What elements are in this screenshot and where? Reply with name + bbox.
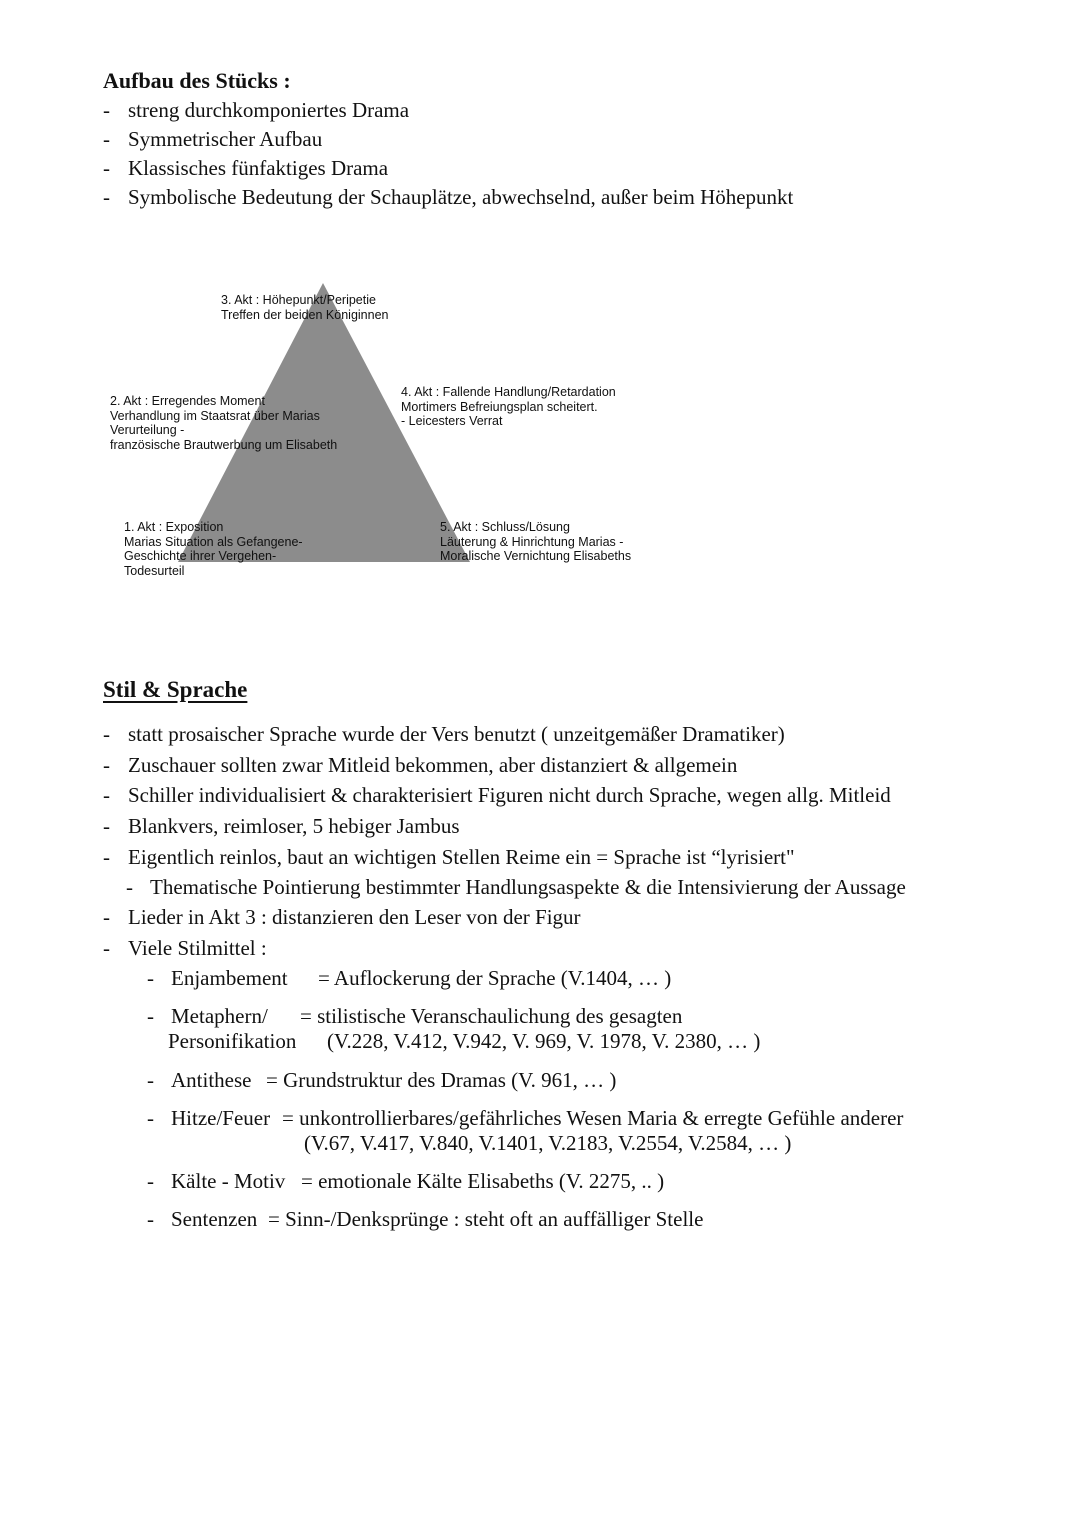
akt2-text: französische Brautwerbung um Elisabeth xyxy=(110,437,338,452)
bullet-dash: - xyxy=(147,1169,154,1193)
stilmittel-def: = unkontrollierbares/gefährliches Wesen Maria & erregte Gefühle anderer xyxy=(282,1106,904,1130)
bullet-dash: - xyxy=(147,1068,154,1092)
bullet-dash: - xyxy=(103,753,110,777)
akt2-text: Verhandlung im Staatsrat über Marias xyxy=(110,408,320,423)
bullet-dash: - xyxy=(103,127,110,151)
stilmittel-term: Personifikation xyxy=(168,1029,297,1053)
akt4-label xyxy=(401,385,616,429)
akt2-text: Verurteilung - xyxy=(110,423,185,437)
bullet-dash: - xyxy=(147,1207,154,1231)
bullet-dash: - xyxy=(126,875,133,899)
akt5-text: Läuterung & Hinrichtung Marias - xyxy=(440,534,624,549)
stilmittel-term: Metaphern/ xyxy=(171,1004,268,1028)
stilmittel-def: = stilistische Veranschaulichung des gesagten xyxy=(300,1004,683,1028)
akt2-title: 2. Akt : Erregendes Moment xyxy=(110,394,265,408)
akt1-text: Todesurteil xyxy=(124,563,185,578)
bullet-dash: - xyxy=(147,1004,154,1028)
akt1-text: Geschichte ihrer Vergehen- xyxy=(124,549,277,563)
akt5-text: Moralische Vernichtung Elisabeths xyxy=(440,549,632,563)
stil-sub-item: Thematische Pointierung bestimmter Handlungsaspekte & die Intensivierung der Aussage xyxy=(150,875,906,899)
stilmittel-term: Antithese xyxy=(171,1068,252,1092)
aufbau-item: streng durchkomponiertes Drama xyxy=(128,98,410,122)
akt3-text: Treffen der beiden Königinnen xyxy=(221,307,389,322)
bullet-dash: - xyxy=(147,966,154,990)
akt4-text: Mortimers Befreiungsplan scheitert. xyxy=(401,399,598,414)
stilmittel-term: Hitze/Feuer xyxy=(171,1106,271,1130)
stil-item: Viele Stilmittel : xyxy=(128,936,267,960)
stilmittel-def: = Grundstruktur des Dramas (V. 961, … ) xyxy=(266,1068,617,1092)
bullet-dash: - xyxy=(103,936,110,960)
akt1-text: Marias Situation als Gefangene- xyxy=(124,534,303,549)
aufbau-item: Symbolische Bedeutung der Schauplätze, abwechselnd, außer beim Höhepunkt xyxy=(128,185,794,209)
aufbau-item: Klassisches fünfaktiges Drama xyxy=(128,156,389,180)
stilmittel-def: = Sinn-/Denksprünge : steht oft an auffälliger Stelle xyxy=(268,1207,704,1231)
stilmittel-def: = Auflockerung der Sprache (V.1404, … ) xyxy=(318,966,672,990)
stil-item: Lieder in Akt 3 : distanzieren den Leser von der Figur xyxy=(128,905,581,929)
aufbau-heading: Aufbau des Stücks : xyxy=(103,68,291,93)
aufbau-item: Symmetrischer Aufbau xyxy=(128,127,323,151)
stilmittel-term: Kälte - Motiv xyxy=(171,1169,286,1193)
stilmittel-def: = emotionale Kälte Elisabeths (V. 2275, .. ) xyxy=(301,1169,665,1193)
stil-item: Eigentlich reinlos, baut an wichtigen Stellen Reime ein = Sprache ist “lyrisiert" xyxy=(128,845,795,869)
stil-item: statt prosaischer Sprache wurde der Vers benutzt ( unzeitgemäßer Dramatiker) xyxy=(128,722,785,746)
akt1-label xyxy=(124,520,303,578)
bullet-dash: - xyxy=(103,722,110,746)
bullet-dash: - xyxy=(147,1106,154,1130)
akt2-label xyxy=(110,394,337,452)
bullet-dash: - xyxy=(103,845,110,869)
stil-heading: Stil & Sprache xyxy=(103,677,248,702)
stilmittel-term: Enjambement xyxy=(171,966,288,990)
stil-item: Zuschauer sollten zwar Mitleid bekommen, aber distanziert & allgemein xyxy=(128,753,738,777)
akt1-title: 1. Akt : Exposition xyxy=(124,520,224,534)
akt3-label xyxy=(221,293,389,322)
akt5-title: 5. Akt : Schluss/Lösung xyxy=(440,520,570,534)
bullet-dash: - xyxy=(103,783,110,807)
stilmittel-term: Sentenzen xyxy=(171,1207,258,1231)
akt3-title: 3. Akt : Höhepunkt/Peripetie xyxy=(221,293,376,307)
stil-item: Schiller individualisiert & charakterisiert Figuren nicht durch Sprache, wegen allg. Mitleid xyxy=(128,783,891,807)
stilmittel-def: (V.67, V.417, V.840, V.1401, V.2183, V.2554, V.2584, … ) xyxy=(304,1131,792,1155)
bullet-dash: - xyxy=(103,98,110,122)
akt5-label xyxy=(440,520,631,564)
bullet-dash: - xyxy=(103,156,110,180)
bullet-dash: - xyxy=(103,814,110,838)
stilmittel-def: (V.228, V.412, V.942, V. 969, V. 1978, V. 2380, … ) xyxy=(327,1029,761,1053)
akt4-title: 4. Akt : Fallende Handlung/Retardation xyxy=(401,385,616,399)
stil-item: Blankvers, reimloser, 5 hebiger Jambus xyxy=(128,814,460,838)
bullet-dash: - xyxy=(103,185,110,209)
akt4-text: - Leicesters Verrat xyxy=(401,414,503,428)
bullet-dash: - xyxy=(103,905,110,929)
